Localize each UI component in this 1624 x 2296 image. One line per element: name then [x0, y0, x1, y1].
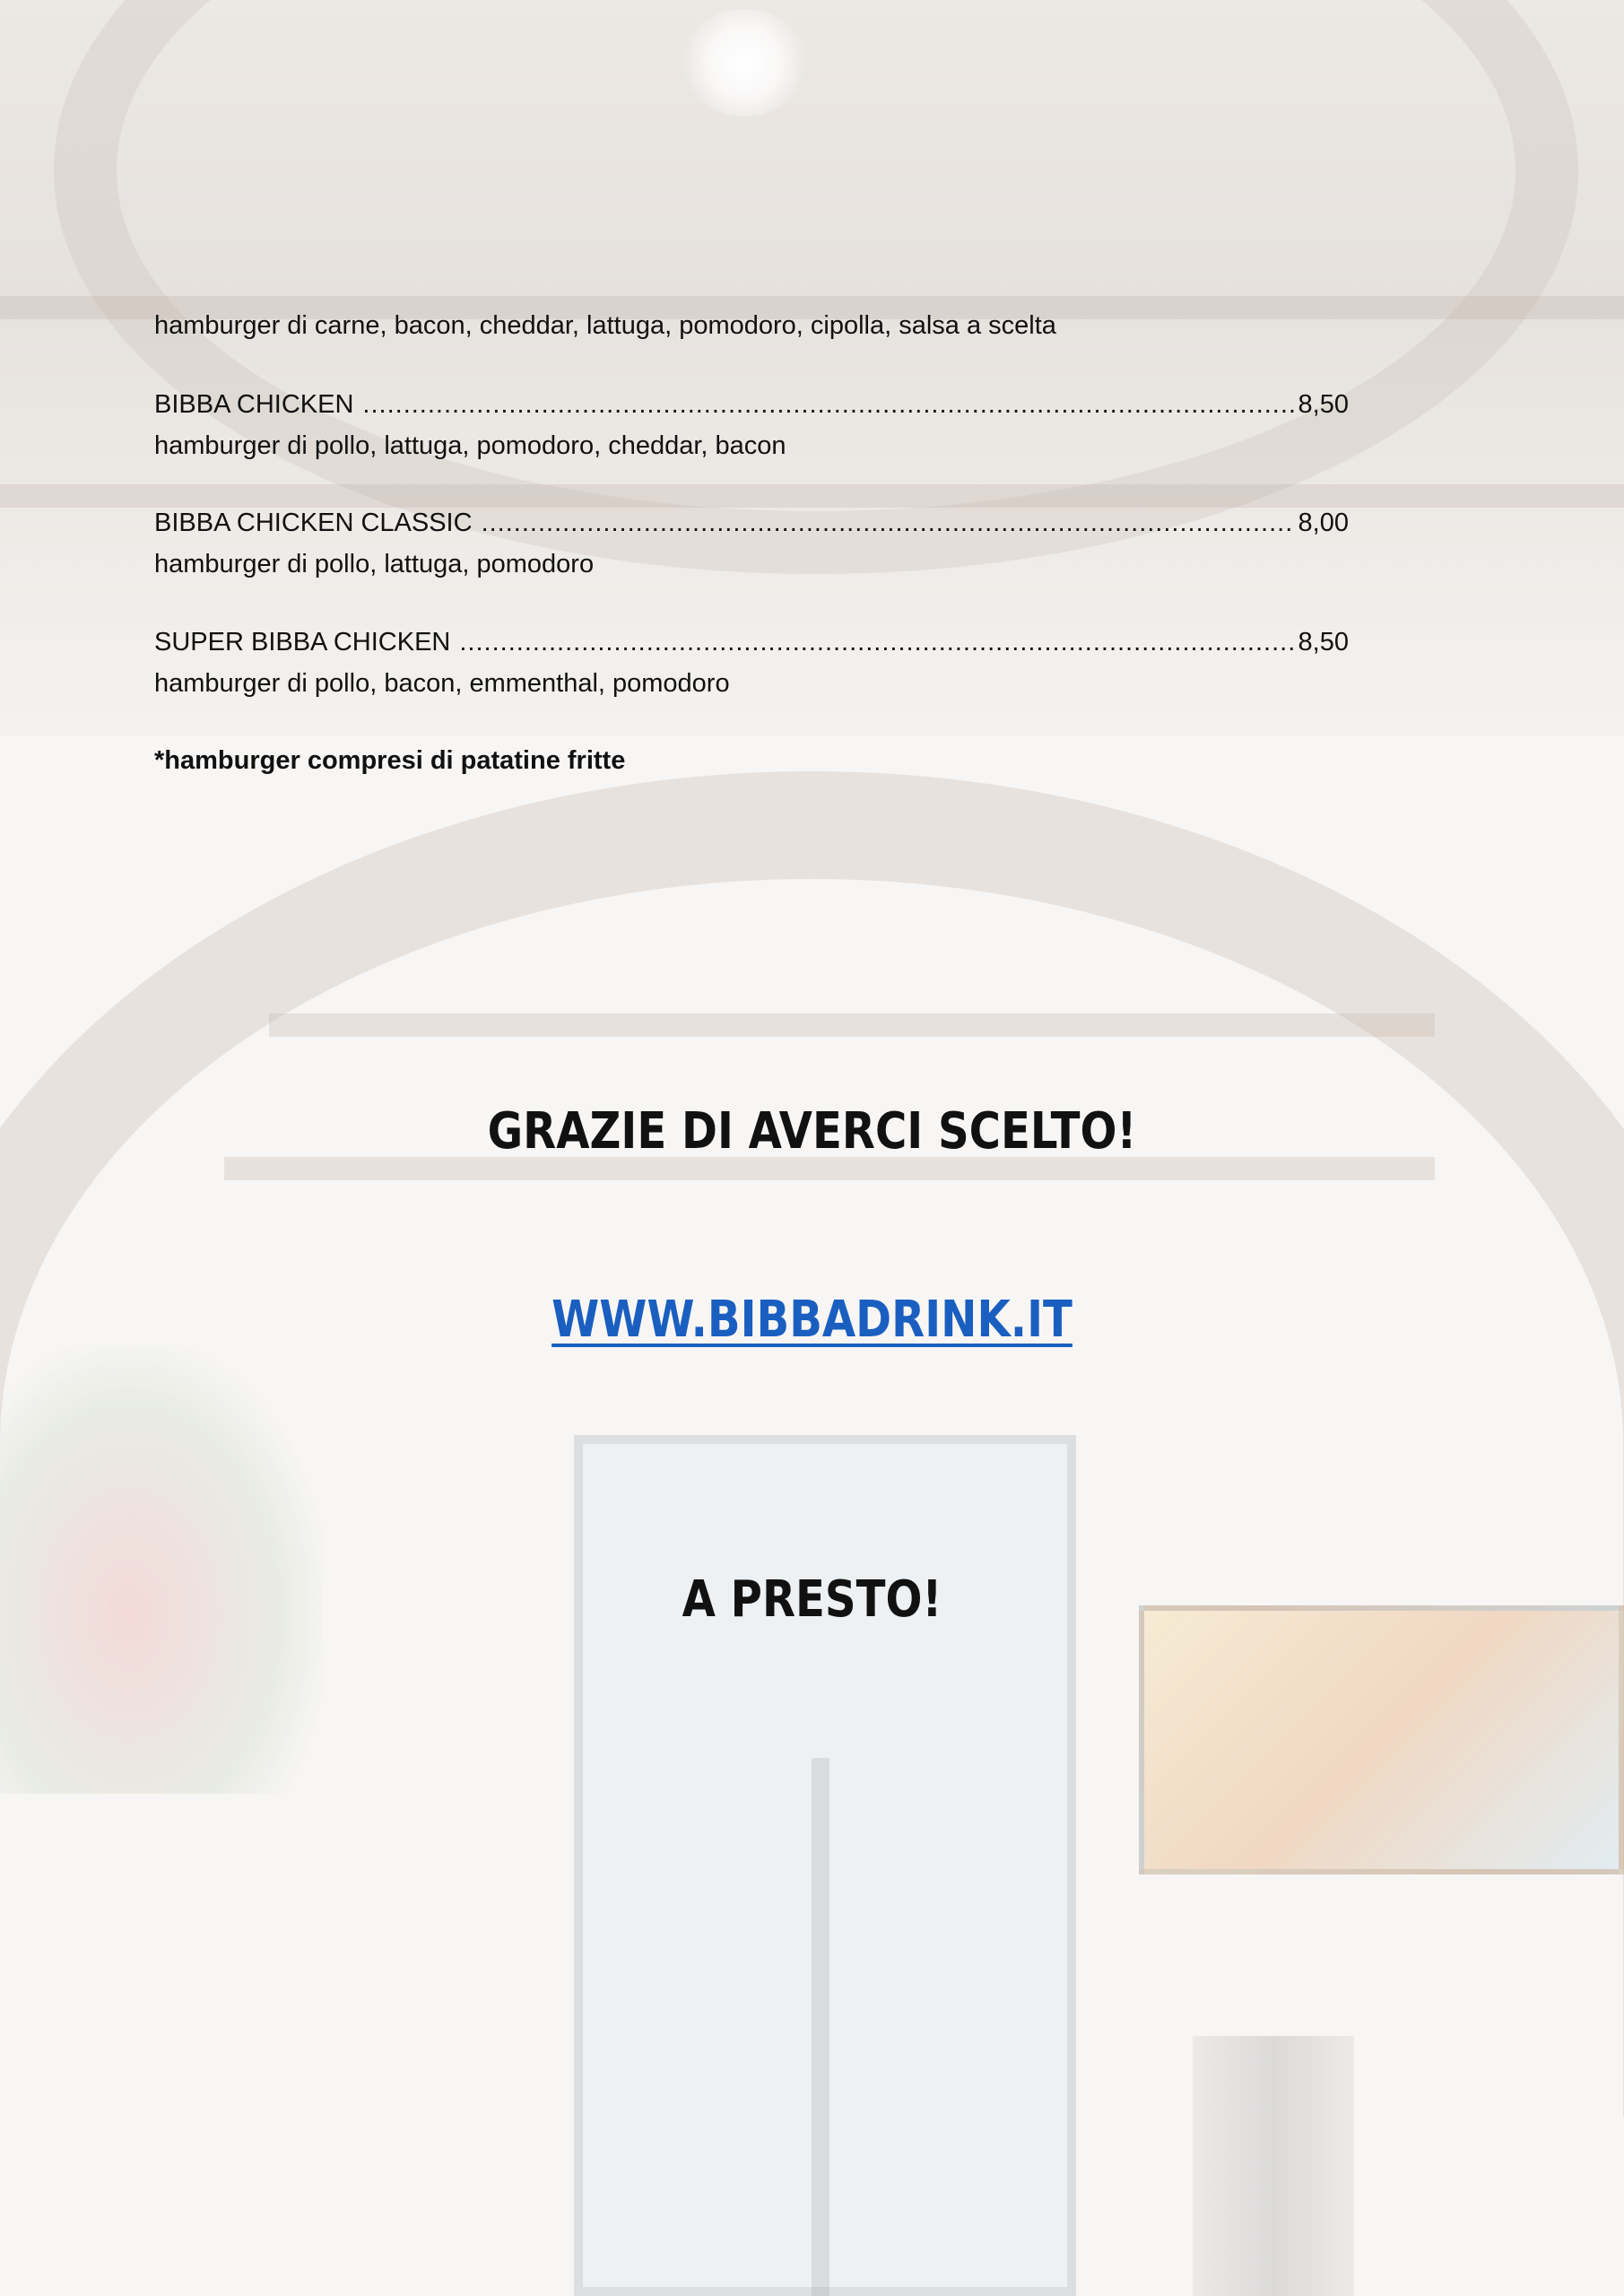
dot-leader	[459, 626, 1294, 658]
item-description: hamburger di pollo, lattuga, pomodoro	[154, 550, 595, 578]
item-description: hamburger di pollo, bacon, emmenthal, pomodoro	[154, 669, 730, 698]
item-price: 8,50	[1298, 390, 1349, 419]
fries-note: *hamburger compresi di patatine fritte	[154, 746, 626, 775]
dot-leader	[482, 507, 1295, 539]
website-link[interactable]: WWW.BIBBADRINK.IT	[551, 1291, 1073, 1349]
item-name: BIBBA CHICKEN CLASSIC	[154, 509, 473, 537]
thanks-heading: GRAZIE DI AVERCI SCELTO!	[487, 1102, 1137, 1161]
item-name: BIBBA CHICKEN	[154, 390, 354, 419]
menu-item-bibba-chicken-classic	[154, 507, 1349, 539]
goodbye-heading: A PRESTO!	[682, 1570, 942, 1629]
item-description: hamburger di carne, bacon, cheddar, lattuga, pomodoro, cipolla, salsa a scelta	[154, 311, 1056, 340]
menu-item-super-bibba-chicken	[154, 626, 1349, 658]
item-name: SUPER BIBBA CHICKEN	[154, 628, 451, 657]
item-price: 8,00	[1298, 509, 1349, 537]
item-description: hamburger di pollo, lattuga, pomodoro, cheddar, bacon	[154, 431, 786, 460]
item-price: 8,50	[1298, 628, 1349, 657]
website-line	[114, 1289, 1510, 1352]
menu-item-bibba-chicken	[154, 388, 1349, 421]
dot-leader	[362, 388, 1294, 421]
